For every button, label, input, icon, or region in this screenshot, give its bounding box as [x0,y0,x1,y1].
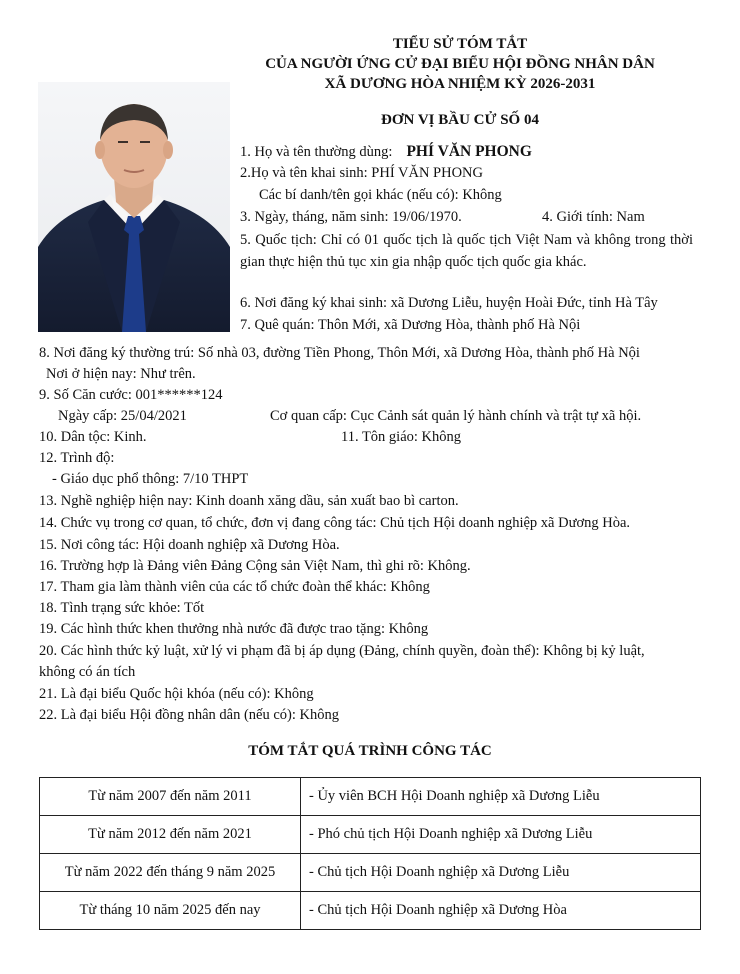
work-summary-title: TÓM TẮT QUÁ TRÌNH CÔNG TÁC [248,743,492,759]
field-occupation: 13. Nghề nghiệp hiện nay: Kinh doanh xăng dầu, sản xuất bao bì carton. [39,493,459,509]
electoral-unit: ĐƠN VỊ BẦU CỬ SỐ 04 [381,112,539,128]
table-row [40,816,701,854]
table-row [40,778,701,816]
field-health: 18. Tình trạng sức khỏe: Tốt [39,600,205,616]
field-party-member: 16. Trường hợp là Đảng viên Đảng Cộng sản Việt Nam, thì ghi rõ: Không. [39,558,471,574]
field-birthdate: 3. Ngày, tháng, năm sinh: 19/06/1970. [240,209,462,225]
work-period: Từ năm 2012 đến năm 2021 [40,816,301,854]
work-history-table [39,777,701,930]
field-common-name [240,143,532,161]
doc-term: XÃ DƯƠNG HÒA NHIỆM KỲ 2026-2031 [324,76,596,92]
field-religion: 11. Tôn giáo: Không [341,429,462,445]
field-workplace: 15. Nơi công tác: Hội doanh nghiệp xã Dương Hòa. [39,537,340,553]
work-period: Từ năm 2007 đến năm 2011 [40,778,301,816]
field-general-education: - Giáo dục phổ thông: 7/10 THPT [52,471,249,487]
work-period: Từ năm 2022 đến tháng 9 năm 2025 [40,854,301,892]
table-row [40,854,701,892]
work-period: Từ tháng 10 năm 2025 đến nay [40,892,301,930]
field-discipline: 20. Các hình thức kỷ luật, xử lý vi phạm đã bị áp dụng (Đảng, chính quyền, đoàn thể): Không bị kỷ luật, [39,643,645,659]
field-awards: 19. Các hình thức khen thưởng nhà nước đã được trao tặng: Không [39,621,429,637]
field-peoples-council: 22. Là đại biểu Hội đồng nhân dân (nếu có): Không [39,707,339,723]
work-description: - Chủ tịch Hội Doanh nghiệp xã Dương Liễu [301,854,701,892]
common-name-value: PHÍ VĂN PHONG [406,143,532,160]
field-nationality: 5. Quốc tịch: Chỉ có 01 quốc tịch là quốc tịch Việt Nam và không trong thời gian thực hiện thủ tục xin gia nhập quốc tịch quốc gia khác. [240,232,693,270]
field-national-assembly: 21. Là đại biểu Quốc hội khóa (nếu có): Không [39,686,314,702]
field-organizations: 17. Tham gia làm thành viên của các tổ chức đoàn thể khác: Không [39,579,430,595]
field-id-issue-date: Ngày cấp: 25/04/2021 [58,408,187,424]
field-ethnicity: 10. Dân tộc: Kinh. [39,429,147,445]
field-id-issuer: Cơ quan cấp: Cục Cảnh sát quản lý hành chính và trật tự xã hội. [270,408,642,424]
field-id-number: 9. Số Căn cước: 001******124 [39,387,223,403]
doc-subtitle: CỦA NGƯỜI ỨNG CỬ ĐẠI BIỂU HỘI ĐỒNG NHÂN DÂN [265,56,655,72]
table-row [40,892,701,930]
field-current-residence: Nơi ở hiện nay: Như trên. [46,366,196,382]
field-birth-name: 2.Họ và tên khai sinh: PHÍ VĂN PHONG [240,165,484,181]
work-description: - Ủy viên BCH Hội Doanh nghiệp xã Dương Liễu [301,778,701,816]
field-birth-registration: 6. Nơi đăng ký khai sinh: xã Dương Liễu, huyện Hoài Đức, tỉnh Hà Tây [240,295,658,311]
field-position: 14. Chức vụ trong cơ quan, tổ chức, đơn vị đang công tác: Chủ tịch Hội doanh nghiệp xã Dương Hòa. [39,515,631,531]
field-discipline-cont: không có án tích [39,664,136,680]
work-description: - Phó chủ tịch Hội Doanh nghiệp xã Dương Liễu [301,816,701,854]
field-education: 12. Trình độ: [39,450,115,466]
field-permanent-residence: 8. Nơi đăng ký thường trú: Số nhà 03, đường Tiền Phong, Thôn Mới, xã Dương Hòa, thành phố Hà Nội [39,345,640,361]
work-description: - Chủ tịch Hội Doanh nghiệp xã Dương Hòa [301,892,701,930]
common-name-label: 1. Họ và tên thường dùng: [240,144,393,160]
portrait-photo [38,82,230,332]
field-aliases: Các bí danh/tên gọi khác (nếu có): Không [259,187,502,203]
field-gender: 4. Giới tính: Nam [542,209,645,225]
doc-title: TIỂU SỬ TÓM TẮT [392,36,528,52]
field-hometown: 7. Quê quán: Thôn Mới, xã Dương Hòa, thành phố Hà Nội [240,317,581,333]
